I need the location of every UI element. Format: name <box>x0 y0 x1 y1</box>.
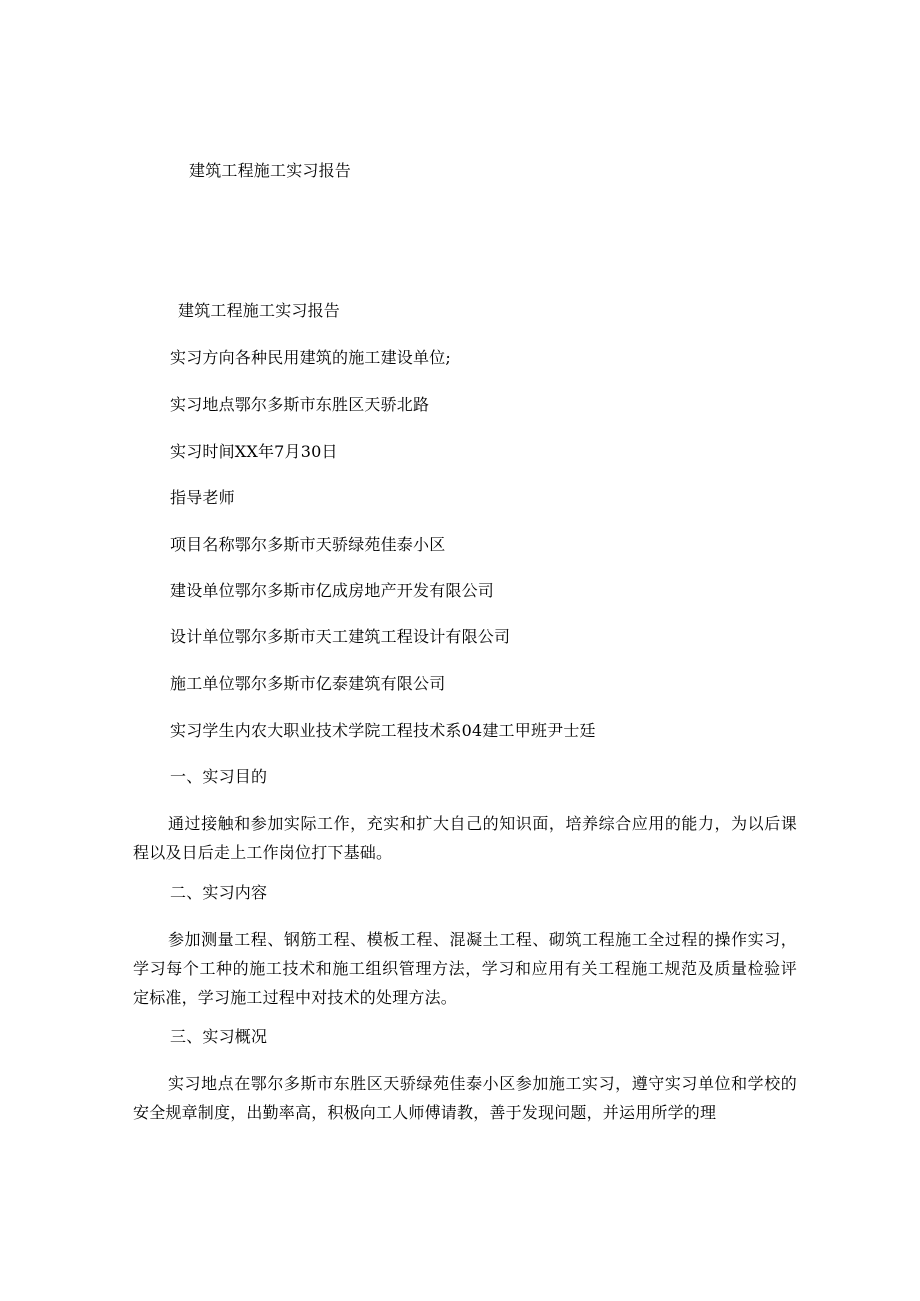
info-date: 实习时间XX年7月30日 <box>170 442 338 461</box>
info-student: 实习学生内农大职业技术学院工程技术系04建工甲班尹士廷 <box>170 721 596 740</box>
info-contractor: 施工单位鄂尔多斯市亿泰建筑有限公司 <box>170 674 446 693</box>
info-location: 实习地点鄂尔多斯市东胜区天骄北路 <box>170 395 430 414</box>
section-body-content: 参加测量工程、钢筋工程、模板工程、混凝土工程、砌筑工程施工全过程的操作实习，学习每个工种的施工技术和施工组织管理方法，学习和应用有关工程施工规范及质量检验评定标准，学习施工过程中对技术的处理方法。 <box>133 930 797 1007</box>
info-project-name: 项目名称鄂尔多斯市天骄绿苑佳泰小区 <box>170 535 446 554</box>
info-instructor: 指导老师 <box>170 488 235 507</box>
section-heading-purpose: 一、实习目的 <box>170 767 268 786</box>
cover-title: 建筑工程施工实习报告 <box>189 161 352 180</box>
report-heading: 建筑工程施工实习报告 <box>178 301 341 320</box>
section-body-overview: 实习地点在鄂尔多斯市东胜区天骄绿苑佳泰小区参加施工实习，遵守实习单位和学校的安全规章制度，出勤率高，积极向工人师傅请教，善于发现问题，并运用所学的理 <box>133 1074 797 1122</box>
section-body-purpose: 通过接触和参加实际工作，充实和扩大自己的知识面，培养综合应用的能力，为以后课程以及日后走上工作岗位打下基础。 <box>133 814 797 862</box>
section-heading-content: 二、实习内容 <box>170 883 268 902</box>
info-direction: 实习方向各种民用建筑的施工建设单位; <box>170 348 451 367</box>
info-designer: 设计单位鄂尔多斯市天工建筑工程设计有限公司 <box>170 627 511 646</box>
info-developer: 建设单位鄂尔多斯市亿成房地产开发有限公司 <box>170 581 495 600</box>
section-heading-overview: 三、实习概况 <box>170 1027 268 1046</box>
